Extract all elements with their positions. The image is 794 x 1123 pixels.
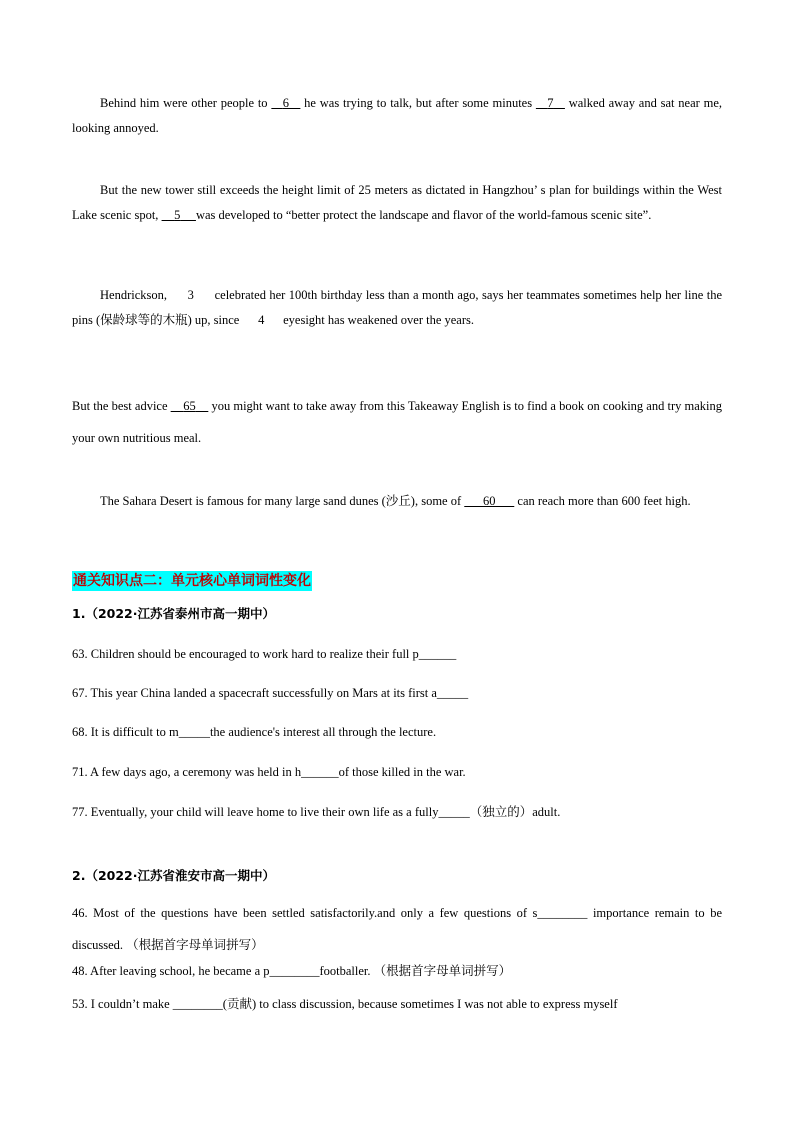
- question-item: 53. I couldn’t make ________(贡献) to class discussion, because sometimes I was not able to express myself: [72, 997, 618, 1011]
- section-heading: 通关知识点二：单元核心单词词性变化: [73, 573, 311, 589]
- passage-1: [72, 91, 722, 141]
- blank-5: 5: [174, 208, 181, 222]
- passage-3: [72, 283, 722, 333]
- blank-6: 6: [282, 96, 289, 110]
- passage-5-text-b: can reach more than 600 feet high.: [514, 494, 691, 508]
- question-item: 48. After leaving school, he became a p________footballer. （根据首字母单词拼写）: [72, 964, 512, 978]
- passage-3-text-b: celebrated her 100th birthday less than a month ago, says her teammates sometimes help her line the pins (保龄球等的木瓶) up, since: [72, 288, 722, 327]
- blank-4: 4: [258, 313, 265, 327]
- question-item: 71. A few days ago, a ceremony was held in h______of those killed in the war.: [72, 765, 466, 779]
- passage-2-text-b: was developed to “better protect the landscape and flavor of the world-famous scenic site”.: [195, 208, 652, 222]
- passage-1-text-c: walked away and sat near me, looking annoyed.: [72, 96, 723, 135]
- passage-3-text-a: Hendrickson,: [100, 288, 167, 302]
- passage-3-text-c: eyesight has weakened over the years.: [283, 313, 475, 327]
- group-1-title: 1.（2022·江苏省泰州市高一期中）: [72, 606, 275, 621]
- passage-4: [72, 390, 722, 454]
- passage-5: [72, 485, 722, 517]
- passage-1-text-a: Behind him were other people to: [100, 96, 272, 110]
- group-2-title: 2.（2022·江苏省淮安市高一期中）: [72, 868, 275, 883]
- passage-4-text-b: you might want to take away from this Takeaway English is to find a book on cooking and try making your own nutritious meal.: [72, 399, 723, 445]
- question-item: 46. Most of the questions have been settled satisfactorily.and only a few questions of s________ importance remain to be discussed. （根据首字母单词拼写）: [72, 906, 722, 952]
- passage-5-text-a: The Sahara Desert is famous for many large sand dunes (沙丘), some of: [100, 494, 465, 508]
- blank-60: 60: [483, 494, 496, 508]
- passage-4-text-a: But the best advice: [72, 399, 171, 413]
- passage-1-text-b: he was trying to talk, but after some minutes: [300, 96, 536, 110]
- blank-3: 3: [187, 288, 194, 302]
- passage-2: [72, 178, 722, 228]
- passage-2-text-a: But the new tower still exceeds the height limit of 25 meters as dictated in Hangzhou’ s plan for buildings within the West Lake scenic spot,: [72, 183, 722, 222]
- question-item: 67. This year China landed a spacecraft successfully on Mars at its first a_____: [72, 686, 469, 700]
- question-item: 63. Children should be encouraged to work hard to realize their full p______: [72, 647, 457, 661]
- question-item: 77. Eventually, your child will leave home to live their own life as a fully_____（独立的）adult.: [72, 805, 561, 819]
- question-item: 68. It is difficult to m_____the audience's interest all through the lecture.: [72, 725, 437, 739]
- blank-65: 65: [183, 399, 196, 413]
- blank-7: 7: [547, 96, 554, 110]
